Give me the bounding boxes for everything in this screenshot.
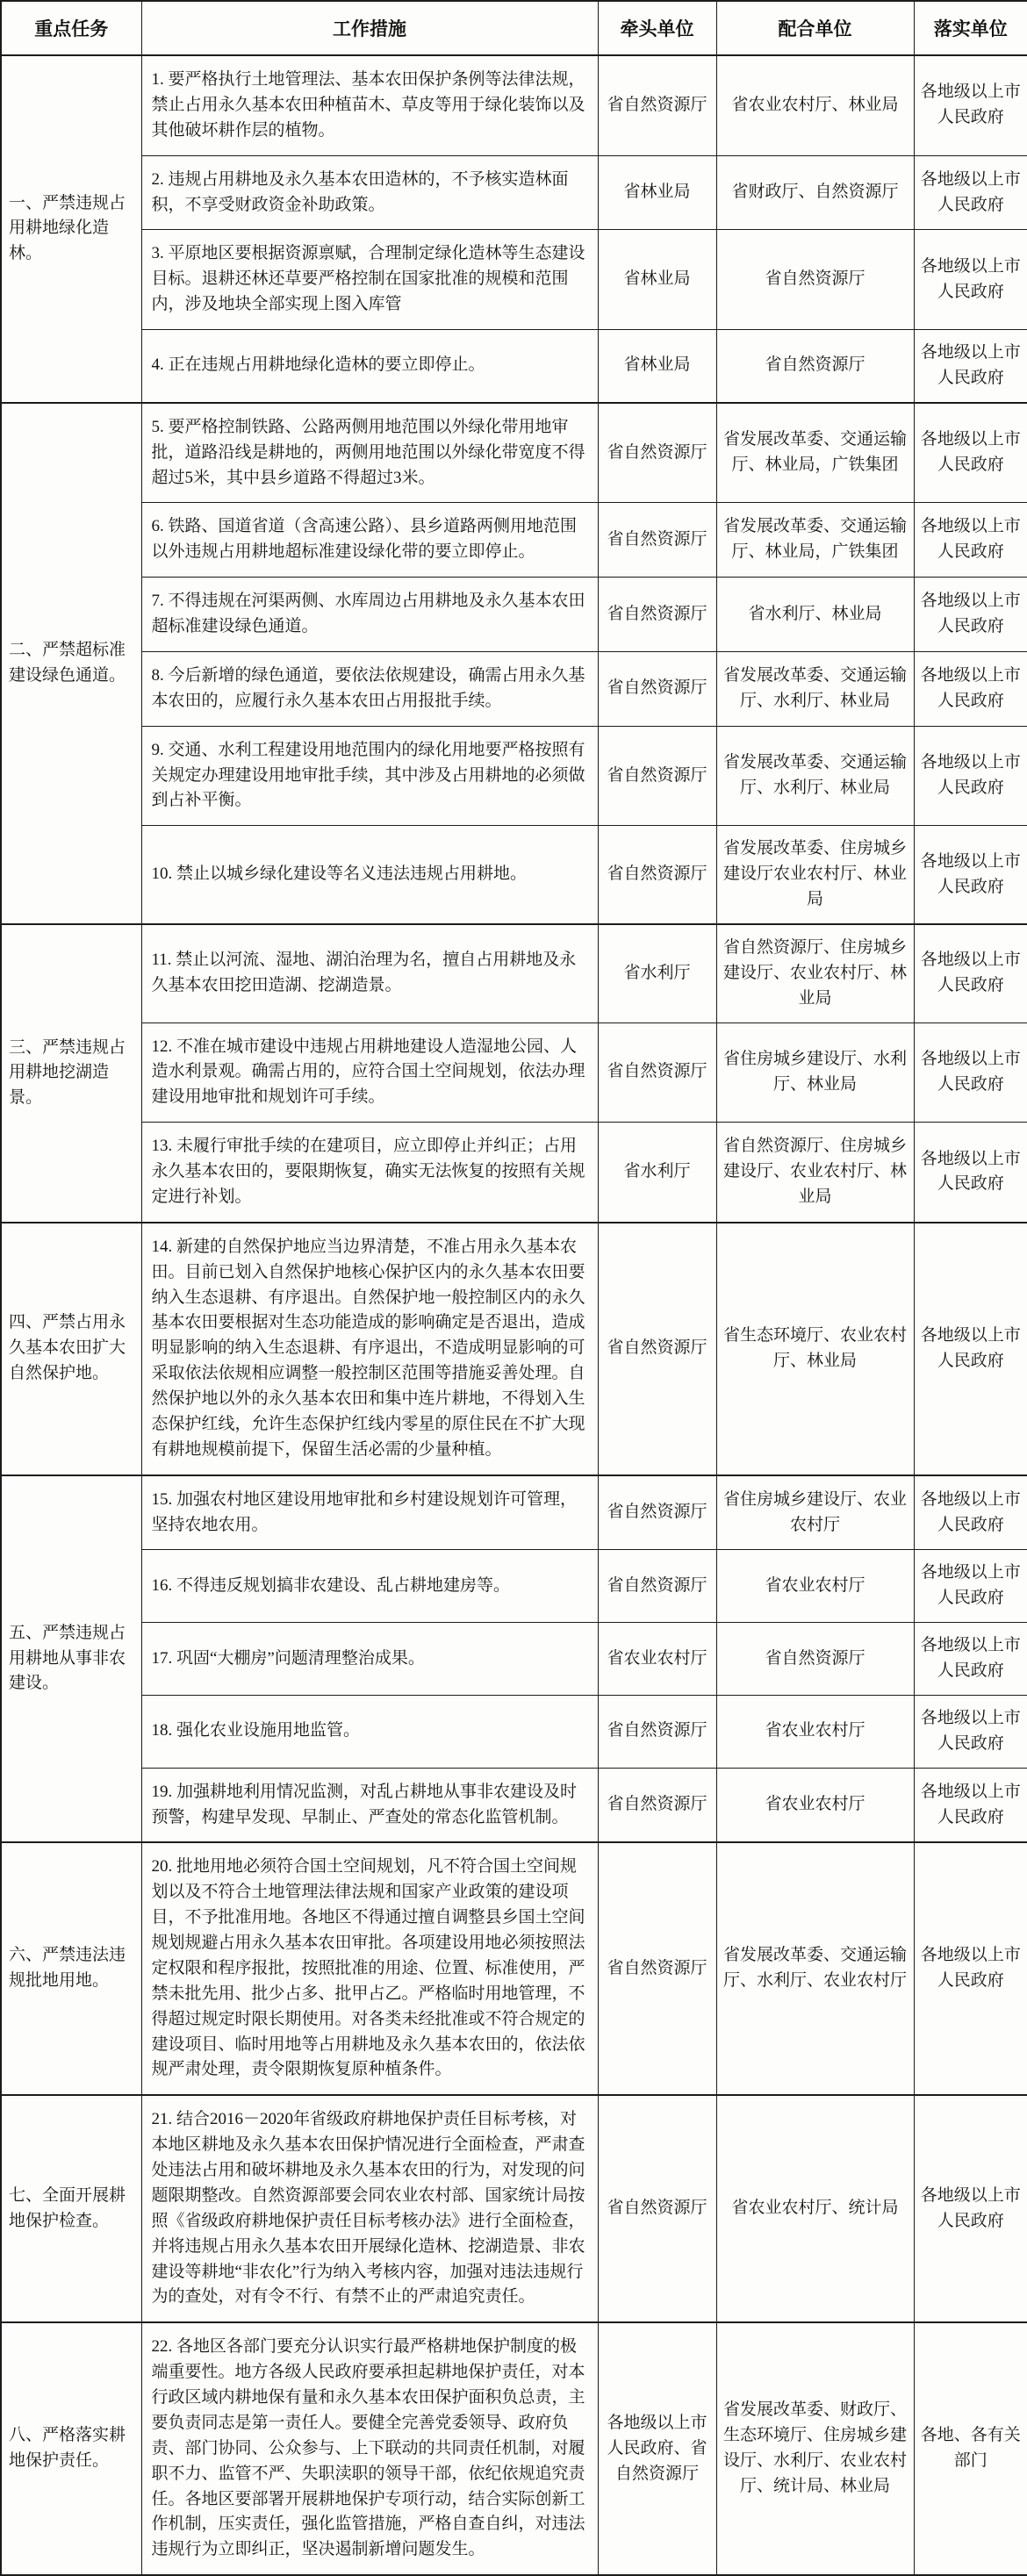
coop-unit: 省住房城乡建设厅、水利厅、林业局 (716, 1023, 914, 1123)
measure-text: 10. 禁止以城乡绿化建设等名义违法违规占用耕地。 (141, 826, 598, 924)
table-row (1, 726, 1027, 826)
table-row (1, 1768, 1027, 1842)
measure-text: 21. 结合2016－2020年省级政府耕地保护责任目标考核，对本地区耕地及永久基本农田保护情况进行全面检查，严肃查处违法占用和破坏耕地及永久基本农田的行为，对发现的问题限期整改。自然资源部要会同农业农村部、国家统计局按照《省级政府耕地保护责任目标考核办法》进行全面检查，并将违规占用永久基本农田开展绿化造林、挖湖造景、非农建设等耕地“非农化”行为纳入考核内容，加强对违法违规行为的查处，对有令不行、有禁不止的严肃追究责任。 (141, 2095, 598, 2322)
header-coop-unit: 配合单位 (716, 1, 914, 55)
measure-text: 2. 违规占用耕地及永久基本农田造林的，不予核实造林面积，不享受财政资金补助政策。 (141, 155, 598, 230)
lead-unit: 省自然资源厅 (598, 1475, 716, 1550)
task-label: 一、严禁违规占用耕地绿化造林。 (1, 55, 141, 403)
table-row (1, 1550, 1027, 1623)
impl-unit: 各地级以上市人民政府 (914, 1842, 1027, 2095)
lead-unit: 省水利厅 (598, 1123, 716, 1223)
task-label: 六、严禁违法违规批地用地。 (1, 1842, 141, 2095)
impl-unit: 各地级以上市人民政府 (914, 403, 1027, 503)
header-lead-unit: 牵头单位 (598, 1, 716, 55)
measure-text: 9. 交通、水利工程建设用地范围内的绿化用地要严格按照有关规定办理建设用地审批手续，其中涉及占用耕地的必须做到占补平衡。 (141, 726, 598, 826)
lead-unit: 省自然资源厅 (598, 1695, 716, 1768)
header-impl-unit: 落实单位 (914, 1, 1027, 55)
impl-unit: 各地级以上市人民政府 (914, 1123, 1027, 1223)
table-row (1, 330, 1027, 403)
table-row (1, 2322, 1027, 2575)
task-label: 四、严禁占用永久基本农田扩大自然保护地。 (1, 1223, 141, 1475)
impl-unit: 各地级以上市人民政府 (914, 726, 1027, 826)
coop-unit: 省农业农村厅 (716, 1695, 914, 1768)
measure-text: 3. 平原地区要根据资源禀赋，合理制定绿化造林等生态建设目标。退耕还林还草要严格控制在国家批准的规模和范围内，涉及地块全部实现上图入库管 (141, 230, 598, 330)
coop-unit: 省自然资源厅、住房城乡建设厅、农业农村厅、林业局 (716, 1123, 914, 1223)
measure-text: 22. 各地区各部门要充分认识实行最严格耕地保护制度的极端重要性。地方各级人民政府要承担起耕地保护责任，对本行政区域内耕地保有量和永久基本农田保护面积负总责，主要负责同志是第一责任人。要健全完善党委领导、政府负责、部门协同、公众参与、上下联动的共同责任机制，对履职不力、监管不严、失职渎职的领导干部，依纪依规追究责任。各地区要部署开展耕地保护专项行动，结合实际创新工作机制，压实责任，强化监管措施，严格自查自纠，对违法违规行为立即纠正，坚决遏制新增问题发生。 (141, 2322, 598, 2575)
table-row (1, 55, 1027, 155)
lead-unit: 省自然资源厅 (598, 503, 716, 578)
impl-unit: 各地级以上市人民政府 (914, 55, 1027, 155)
header-key-task: 重点任务 (1, 1, 141, 55)
lead-unit: 省自然资源厅 (598, 726, 716, 826)
impl-unit: 各地级以上市人民政府 (914, 578, 1027, 652)
coop-unit: 省自然资源厅 (716, 330, 914, 403)
table-row (1, 1023, 1027, 1123)
coop-unit: 省发展改革委、交通运输厅、林业局，广铁集团 (716, 503, 914, 578)
impl-unit: 各地级以上市人民政府 (914, 1550, 1027, 1623)
coop-unit: 省农业农村厅 (716, 1768, 914, 1842)
impl-unit: 各地级以上市人民政府 (914, 1623, 1027, 1696)
coop-unit: 省发展改革委、交通运输厅、林业局，广铁集团 (716, 403, 914, 503)
lead-unit: 省林业局 (598, 230, 716, 330)
table-row (1, 578, 1027, 652)
table-row (1, 1842, 1027, 2095)
measure-text: 11. 禁止以河流、湿地、湖泊治理为名，擅自占用耕地及永久基本农田挖田造湖、挖湖造景。 (141, 924, 598, 1023)
lead-unit: 省林业局 (598, 155, 716, 230)
task-label: 七、全面开展耕地保护检查。 (1, 2095, 141, 2322)
lead-unit: 省自然资源厅 (598, 2095, 716, 2322)
task-label: 三、严禁违规占用耕地挖湖造景。 (1, 924, 141, 1223)
lead-unit: 省自然资源厅 (598, 1768, 716, 1842)
table-row (1, 1475, 1027, 1550)
impl-unit: 各地、各有关部门 (914, 2322, 1027, 2575)
measure-text: 16. 不得违反规划搞非农建设、乱占耕地建房等。 (141, 1550, 598, 1623)
measures-table-body (1, 55, 1027, 2575)
measure-text: 15. 加强农村地区建设用地审批和乡村建设规划许可管理，坚持农地农用。 (141, 1475, 598, 1550)
coop-unit: 省发展改革委、住房城乡建设厅农业农村厅、林业局 (716, 826, 914, 924)
impl-unit: 各地级以上市人民政府 (914, 2095, 1027, 2322)
table-row (1, 230, 1027, 330)
coop-unit: 省生态环境厅、农业农村厅、林业局 (716, 1223, 914, 1475)
measure-text: 12. 不准在城市建设中违规占用耕地建设人造湿地公园、人造水利景观。确需占用的，应符合国土空间规划，依法办理建设用地审批和规划许可手续。 (141, 1023, 598, 1123)
impl-unit: 各地级以上市人民政府 (914, 651, 1027, 726)
measure-text: 18. 强化农业设施用地监管。 (141, 1695, 598, 1768)
table-row (1, 651, 1027, 726)
measure-text: 13. 未履行审批手续的在建项目，应立即停止并纠正；占用永久基本农田的，要限期恢复，确实无法恢复的按照有关规定进行补划。 (141, 1123, 598, 1223)
coop-unit: 省发展改革委、财政厅、生态环境厅、住房城乡建设厅、水利厅、农业农村厅、统计局、林业局 (716, 2322, 914, 2575)
coop-unit: 省住房城乡建设厅、农业农村厅 (716, 1475, 914, 1550)
task-label: 五、严禁违规占用耕地从事非农建设。 (1, 1475, 141, 1843)
lead-unit: 省农业农村厅 (598, 1623, 716, 1696)
impl-unit: 各地级以上市人民政府 (914, 155, 1027, 230)
impl-unit: 各地级以上市人民政府 (914, 503, 1027, 578)
measure-text: 5. 要严格控制铁路、公路两侧用地范围以外绿化带用地审批，道路沿线是耕地的，两侧用地范围以外绿化带宽度不得超过5米，其中县乡道路不得超过3米。 (141, 403, 598, 503)
impl-unit: 各地级以上市人民政府 (914, 826, 1027, 924)
task-label: 二、严禁超标准建设绿色通道。 (1, 403, 141, 924)
table-row (1, 924, 1027, 1023)
task-label: 八、严格落实耕地保护责任。 (1, 2322, 141, 2575)
lead-unit: 省水利厅 (598, 924, 716, 1023)
measure-text: 20. 批地用地必须符合国土空间规划，凡不符合国土空间规划以及不符合土地管理法律法规和国家产业政策的建设项目，不予批准用地。各地区不得通过擅自调整县乡国土空间规划规避占用永久基本农田审批。各项建设用地必须按照法定权限和程序报批，按照批准的用途、位置、标准使用，严禁未批先用、批少占多、批甲占乙。严格临时用地管理，不得超过规定时限长期使用。对各类未经批准或不符合规定的建设项目、临时用地等占用耕地及永久基本农田的，依法依规严肃处理，责令限期恢复原种植条件。 (141, 1842, 598, 2095)
table-row (1, 1623, 1027, 1696)
impl-unit: 各地级以上市人民政府 (914, 1768, 1027, 1842)
impl-unit: 各地级以上市人民政府 (914, 230, 1027, 330)
coop-unit: 省自然资源厅、住房城乡建设厅、农业农村厅、林业局 (716, 924, 914, 1023)
coop-unit: 省发展改革委、交通运输厅、水利厅、林业局 (716, 726, 914, 826)
measure-text: 8. 今后新增的绿色通道，要依法依规建设，确需占用永久基本农田的，应履行永久基本农田占用报批手续。 (141, 651, 598, 726)
coop-unit: 省水利厅、林业局 (716, 578, 914, 652)
coop-unit: 省发展改革委、交通运输厅、水利厅、林业局 (716, 651, 914, 726)
table-row (1, 1123, 1027, 1223)
coop-unit: 省农业农村厅、林业局 (716, 55, 914, 155)
measure-text: 19. 加强耕地利用情况监测，对乱占耕地从事非农建设及时预警，构建早发现、早制止、严查处的常态化监管机制。 (141, 1768, 598, 1842)
lead-unit: 省自然资源厅 (598, 1550, 716, 1623)
coop-unit: 省财政厅、自然资源厅 (716, 155, 914, 230)
lead-unit: 省自然资源厅 (598, 55, 716, 155)
lead-unit: 省自然资源厅 (598, 1842, 716, 2095)
lead-unit: 各地级以上市人民政府、省自然资源厅 (598, 2322, 716, 2575)
table-row (1, 155, 1027, 230)
measure-text: 14. 新建的自然保护地应当边界清楚，不准占用永久基本农田。目前已划入自然保护地核心保护区内的永久基本农田要纳入生态退耕、有序退出。自然保护地一般控制区内的永久基本农田要根据对生态功能造成的影响确定是否退出，造成明显影响的纳入生态退耕、有序退出，不造成明显影响的可采取依法依规相应调整一般控制区范围等措施妥善处理。自然保护地以外的永久基本农田和集中连片耕地，不得划入生态保护红线，允许生态保护红线内零星的原住民在不扩大现有耕地规模前提下，保留生活必需的少量种植。 (141, 1223, 598, 1475)
coop-unit: 省农业农村厅、统计局 (716, 2095, 914, 2322)
lead-unit: 省自然资源厅 (598, 403, 716, 503)
lead-unit: 省自然资源厅 (598, 651, 716, 726)
measure-text: 6. 铁路、国道省道（含高速公路）、县乡道路两侧用地范围以外违规占用耕地超标准建设绿化带的要立即停止。 (141, 503, 598, 578)
measure-text: 17. 巩固“大棚房”问题清理整治成果。 (141, 1623, 598, 1696)
table-row (1, 1695, 1027, 1768)
measure-text: 4. 正在违规占用耕地绿化造林的要立即停止。 (141, 330, 598, 403)
impl-unit: 各地级以上市人民政府 (914, 924, 1027, 1023)
lead-unit: 省自然资源厅 (598, 578, 716, 652)
impl-unit: 各地级以上市人民政府 (914, 330, 1027, 403)
table-row (1, 503, 1027, 578)
header-work-measure: 工作措施 (141, 1, 598, 55)
table-row (1, 403, 1027, 503)
impl-unit: 各地级以上市人民政府 (914, 1223, 1027, 1475)
coop-unit: 省自然资源厅 (716, 230, 914, 330)
impl-unit: 各地级以上市人民政府 (914, 1695, 1027, 1768)
lead-unit: 省林业局 (598, 330, 716, 403)
measure-text: 1. 要严格执行土地管理法、基本农田保护条例等法律法规，禁止占用永久基本农田种植苗木、草皮等用于绿化装饰以及其他破坏耕作层的植物。 (141, 55, 598, 155)
impl-unit: 各地级以上市人民政府 (914, 1475, 1027, 1550)
lead-unit: 省自然资源厅 (598, 826, 716, 924)
lead-unit: 省自然资源厅 (598, 1023, 716, 1123)
measure-text: 7. 不得违规在河渠两侧、水库周边占用耕地及永久基本农田超标准建设绿色通道。 (141, 578, 598, 652)
coop-unit: 省发展改革委、交通运输厅、水利厅、农业农村厅 (716, 1842, 914, 2095)
table-row (1, 1223, 1027, 1475)
table-header-row (1, 1, 1027, 55)
impl-unit: 各地级以上市人民政府 (914, 1023, 1027, 1123)
table-row (1, 826, 1027, 924)
coop-unit: 省农业农村厅 (716, 1550, 914, 1623)
table-row (1, 2095, 1027, 2322)
coop-unit: 省自然资源厅 (716, 1623, 914, 1696)
lead-unit: 省自然资源厅 (598, 1223, 716, 1475)
